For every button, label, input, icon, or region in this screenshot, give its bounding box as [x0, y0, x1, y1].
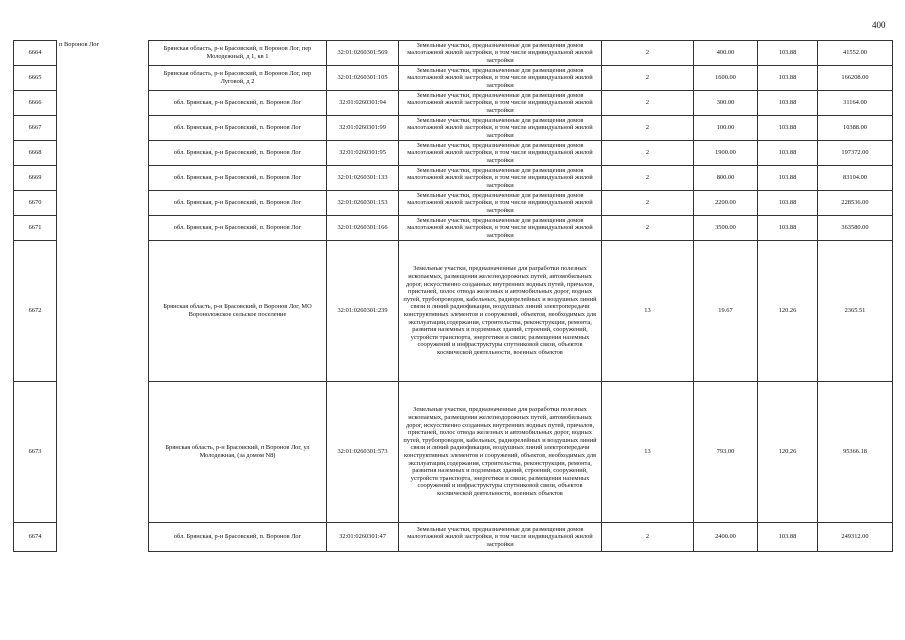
cadastral-number-cell: 32:01:0260301:95	[327, 141, 399, 166]
address-cell: обл. Брянская, р-н Брасовский, п. Воронов Лог	[149, 166, 327, 191]
value-cell: 95366.18	[818, 382, 893, 523]
area-cell: 793.00	[694, 382, 758, 523]
cadastral-value-table	[13, 40, 893, 552]
area-cell: 300.00	[694, 91, 758, 116]
cadastral-number-cell: 32:01:0260301:239	[327, 241, 399, 382]
permitted-use-cell: Земельные участки, предназначенные для размещения домов малоэтажной жилой застройки, в том числе индивидуальной жилой застройки	[399, 523, 602, 552]
value-cell: 166208.00	[818, 66, 893, 91]
row-number: 6673	[14, 382, 57, 523]
category-cell: 2	[602, 41, 694, 66]
rate-cell: 103.88	[758, 216, 818, 241]
area-cell: 800.00	[694, 166, 758, 191]
row-number: 6669	[14, 166, 57, 191]
rate-cell: 103.88	[758, 166, 818, 191]
category-cell: 2	[602, 523, 694, 552]
cadastral-number-cell: 32:01:0260301:153	[327, 191, 399, 216]
permitted-use-cell: Земельные участки, предназначенные для размещения домов малоэтажной жилой застройки, в том числе индивидуальной жилой застройки	[399, 191, 602, 216]
area-cell: 2200.00	[694, 191, 758, 216]
permitted-use-cell: Земельные участки, предназначенные для размещения домов малоэтажной жилой застройки, в том числе индивидуальной жилой застройки	[399, 166, 602, 191]
value-cell: 363580.00	[818, 216, 893, 241]
value-cell: 2365.51	[818, 241, 893, 382]
value-cell: 10388.00	[818, 116, 893, 141]
value-cell: 31164.00	[818, 91, 893, 116]
address-cell: обл. Брянская, р-н Брасовский, п. Воронов Лог	[149, 141, 327, 166]
area-cell: 2400.00	[694, 523, 758, 552]
category-cell: 2	[602, 66, 694, 91]
address-cell: Брянская область, р-н Брасовский, п Воронов Лог, пер Молодежный, д 1, кв 1	[149, 41, 327, 66]
category-cell: 13	[602, 382, 694, 523]
category-cell: 13	[602, 241, 694, 382]
address-cell: обл. Брянская, р-н Брасовский, п. Воронов Лог	[149, 216, 327, 241]
page-number: 400	[872, 20, 886, 30]
locality-cell: п Воронов Лог	[57, 41, 149, 552]
area-cell: 19.67	[694, 241, 758, 382]
rate-cell: 103.88	[758, 191, 818, 216]
permitted-use-cell: Земельные участки, предназначенные для размещения домов малоэтажной жилой застройки, в том числе индивидуальной жилой застройки	[399, 66, 602, 91]
permitted-use-cell: Земельные участки, предназначенные для размещения домов малоэтажной жилой застройки, в том числе индивидуальной жилой застройки	[399, 216, 602, 241]
value-cell: 83104.00	[818, 166, 893, 191]
row-number: 6665	[14, 66, 57, 91]
cadastral-number-cell: 32:01:0260301:47	[327, 523, 399, 552]
rate-cell: 120.26	[758, 382, 818, 523]
address-cell: обл. Брянская, р-н Брасовский, п. Воронов Лог	[149, 523, 327, 552]
permitted-use-cell: Земельные участки, предназначенные для размещения домов малоэтажной жилой застройки, в том числе индивидуальной жилой застройки	[399, 141, 602, 166]
rate-cell: 103.88	[758, 91, 818, 116]
rate-cell: 103.88	[758, 41, 818, 66]
row-number: 6666	[14, 91, 57, 116]
permitted-use-cell: Земельные участки, предназначенные для размещения домов малоэтажной жилой застройки, в том числе индивидуальной жилой застройки	[399, 91, 602, 116]
area-cell: 1600.00	[694, 66, 758, 91]
row-number: 6671	[14, 216, 57, 241]
value-cell: 41552.00	[818, 41, 893, 66]
rate-cell: 120.26	[758, 241, 818, 382]
category-cell: 2	[602, 116, 694, 141]
value-cell: 249312.00	[818, 523, 893, 552]
address-cell: Брянская область, р-н Брасовский, п Воронов Лог, пер Луговой, д 2	[149, 66, 327, 91]
address-cell: обл. Брянская, р-н Брасовский, п. Воронов Лог	[149, 191, 327, 216]
address-cell: Брянская область, р-н Брасовский, п Воронов Лог, МО Вороноложское сельское поселение	[149, 241, 327, 382]
address-cell: Брянская область, р-н Брасовский, п Воронов Лог, ул Молодежная, (за домом N8)	[149, 382, 327, 523]
cadastral-number-cell: 32:01:0260301:569	[327, 41, 399, 66]
value-cell: 197372.00	[818, 141, 893, 166]
rate-cell: 103.88	[758, 66, 818, 91]
rate-cell: 103.88	[758, 523, 818, 552]
permitted-use-cell: Земельные участки, предназначенные для разработки полезных ископаемых, размещения железнодорожных путей, автомобильных дорог, искусственно созданных внутренних водных путей, причалов, пристаней, полос отвода железных и автомобильных дорог, водных путей, трубопроводов, кабельных, радиорелейных и воздушных линий связи и линий радиофикации, воздушных линий электропередачи конструктивных элементов и сооружений, объектов, необходимых для эксплуатации,содержания, строительства, реконструкции, ремонта, развития наземных и подземных зданий, строений, сооружений, устройств транспорта, энергетики и связи; размещения наземных сооружений и инфраструктуры спутниковой связи, объектов космической деятельности, военных объектов	[399, 241, 602, 382]
cadastral-number-cell: 32:01:0260301:94	[327, 91, 399, 116]
address-cell: обл. Брянская, р-н Брасовский, п. Воронов Лог	[149, 116, 327, 141]
permitted-use-cell: Земельные участки, предназначенные для размещения домов малоэтажной жилой застройки, в том числе индивидуальной жилой застройки	[399, 41, 602, 66]
row-number: 6668	[14, 141, 57, 166]
row-number: 6670	[14, 191, 57, 216]
table-row	[14, 41, 893, 66]
table-body	[14, 41, 893, 552]
cadastral-number-cell: 32:01:0260301:99	[327, 116, 399, 141]
category-cell: 2	[602, 166, 694, 191]
value-cell: 228536.00	[818, 191, 893, 216]
rate-cell: 103.88	[758, 116, 818, 141]
permitted-use-cell: Земельные участки, предназначенные для размещения домов малоэтажной жилой застройки, в том числе индивидуальной жилой застройки	[399, 116, 602, 141]
area-cell: 100.00	[694, 116, 758, 141]
row-number: 6672	[14, 241, 57, 382]
cadastral-number-cell: 32:01:0260301:105	[327, 66, 399, 91]
category-cell: 2	[602, 91, 694, 116]
cadastral-number-cell: 32:01:0260301:573	[327, 382, 399, 523]
permitted-use-cell: Земельные участки, предназначенные для разработки полезных ископаемых, размещения железнодорожных путей, автомобильных дорог, искусственно созданных внутренних водных путей, причалов, пристаней, полос отвода железных и автомобильных дорог, водных путей, трубопроводов, кабельных, радиорелейных и воздушных линий связи и линий радиофикации, воздушных линий электропередачи конструктивных элементов и сооружений, объектов, необходимых для эксплуатации,содержания, строительства, реконструкции, ремонта, развития наземных и подземных зданий, строений, сооружений, устройств транспорта, энергетики и связи; размещения наземных сооружений и инфраструктуры спутниковой связи, объектов космической деятельности, военных объектов	[399, 382, 602, 523]
cadastral-number-cell: 32:01:0260301:166	[327, 216, 399, 241]
category-cell: 2	[602, 191, 694, 216]
category-cell: 2	[602, 141, 694, 166]
rate-cell: 103.88	[758, 141, 818, 166]
area-cell: 3500.00	[694, 216, 758, 241]
area-cell: 400.00	[694, 41, 758, 66]
row-number: 6664	[14, 41, 57, 66]
cadastral-number-cell: 32:01:0260301:133	[327, 166, 399, 191]
address-cell: обл. Брянская, р-н Брасовский, п. Воронов Лог	[149, 91, 327, 116]
area-cell: 1900.00	[694, 141, 758, 166]
row-number: 6667	[14, 116, 57, 141]
category-cell: 2	[602, 216, 694, 241]
row-number: 6674	[14, 523, 57, 552]
